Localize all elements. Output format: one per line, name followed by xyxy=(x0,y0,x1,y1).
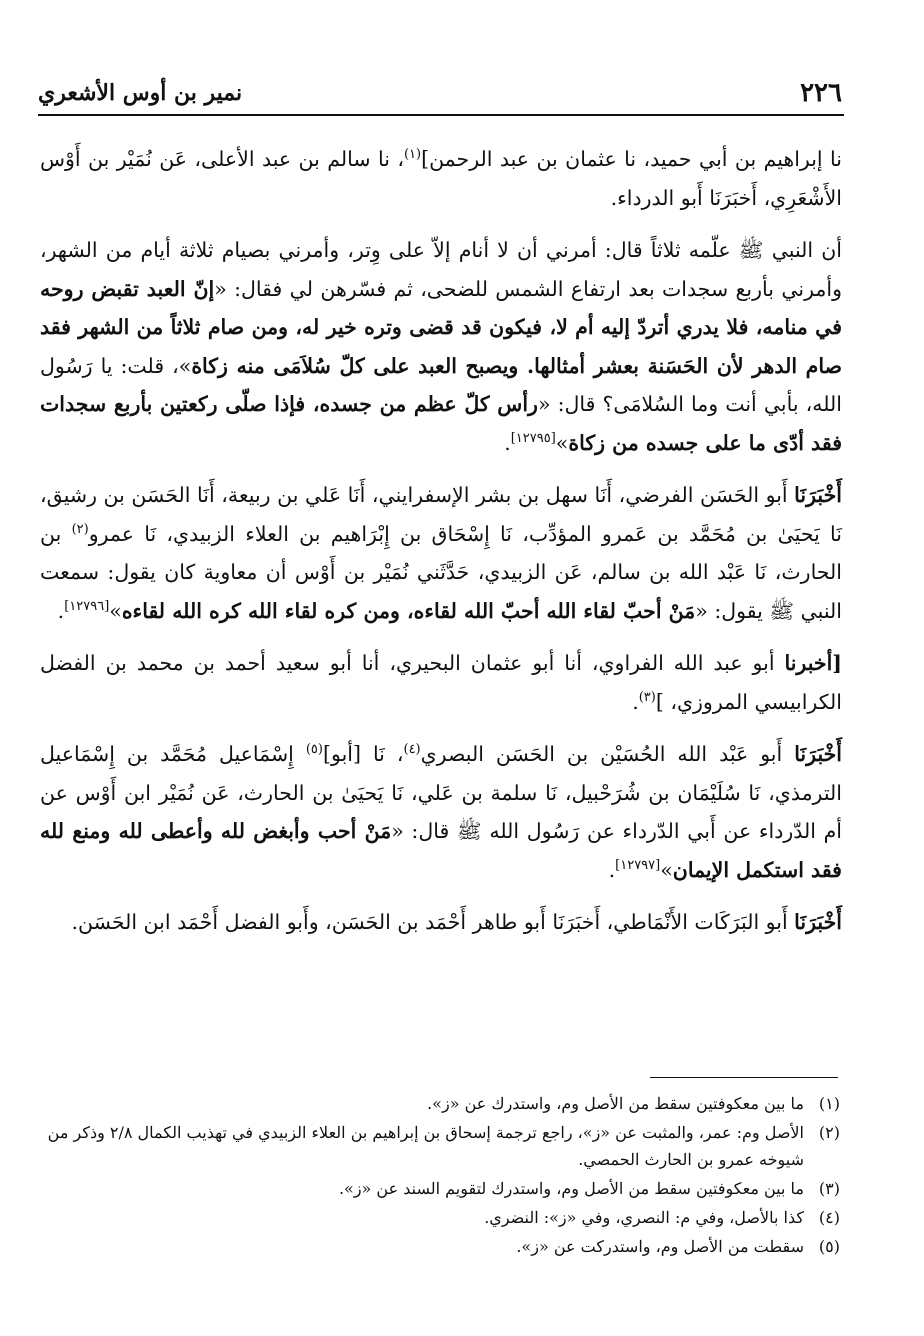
paragraph xyxy=(40,903,842,942)
paragraph-text: . xyxy=(504,430,511,455)
paragraph xyxy=(40,476,842,630)
hadith-text: رأس كلّ عظم من جسده، فإذا صلّى ركعتين بأربع سجدات فقد أدّى ما على جسده من زكاة xyxy=(40,392,842,455)
footnote-number: (١) xyxy=(818,1094,840,1113)
hadith-text: مَنْ أحب وأبغض لله وأعطى لله ومنع لله فقد استكمل الإيمان xyxy=(40,819,842,882)
footnote-marker: (٥) xyxy=(305,742,323,758)
paragraph xyxy=(40,735,842,889)
paragraph-text: إِسْمَاعيل مُحَمَّد بن إِسْمَاعيل الترمذي، نَا سُلَيْمَان بن شُرَحْبيل، نَا سلمة بن عَلي، نَا يَحيَىٰ بن الحارث، عَن نُمَيْر ابن أَوْس عن أم الدّرداء عن أَبي الدّرداء عن رَسُول الله ﷺ قال: « xyxy=(40,742,843,843)
footnote-marker: (٤) xyxy=(403,742,421,758)
paragraph xyxy=(40,140,842,217)
footnote-number: (٢) xyxy=(818,1123,840,1142)
footnote xyxy=(38,1119,840,1173)
footnote-text: سقطت من الأصل وم، واستدركت عن «ز». xyxy=(516,1237,804,1256)
paragraph-text: » xyxy=(109,598,122,623)
footnote-text: ما بين معكوفتين سقط من الأصل وم، واستدرك عن «ز». xyxy=(427,1094,804,1113)
paragraph-text: أَبو البَرَكَات الأَنْمَاطي، أَخبَرَنَا أَبو طاهر أَحْمَد بن الحَسَن، وأَبو الفضل أَحْمَد ابن الحَسَن. xyxy=(71,910,795,934)
footnote-marker: (١) xyxy=(403,147,422,163)
hadith-number: [١٢٧٩٧] xyxy=(615,857,661,873)
footnote-number: (٥) xyxy=(818,1237,840,1256)
page-number: ٢٢٦ xyxy=(800,78,842,108)
footnotes xyxy=(38,1090,840,1262)
chain-lead-word: أَخْبَرَنَا xyxy=(794,910,842,934)
hadith-number: [١٢٧٩٥] xyxy=(510,430,556,446)
footnote xyxy=(38,1090,840,1117)
footnote xyxy=(38,1204,840,1231)
footnote xyxy=(38,1233,840,1260)
hadith-text: إنّ العبد تقبض روحه في منامه، فلا يدري أتردّ إليه أم لا، فيكون قد قضى وتره خير له، ومن صام ثلاثاً من الشهر فقد صام الدهر لأن الحَسَنة بعشر أمثالها. ويصبح العبد على كلّ سُلاَمَى منه زكاة xyxy=(40,276,843,378)
footnote-separator xyxy=(650,1077,838,1078)
footnote-text: كذا بالأصل، وفي م: النصري، وفي «ز»: النضري. xyxy=(484,1208,804,1227)
running-title: نمير بن أوس الأشعري xyxy=(38,80,243,106)
paragraph-text: أَبو الحَسَن الفرضي، أَنَا سهل بن بشر الإسفرايني، أَنَا عَلي بن ربيعة، أَنَا الحَسَن بن رشيق، نَا يَحيَىٰ بن مُحَمَّد بن عَمرو المؤدِّب، نَا إِسْحَاق بن إِبْرَاهيم بن العلاء الزبيدي، نَا عمرو xyxy=(40,483,842,546)
footnote-number: (٣) xyxy=(818,1179,840,1198)
paragraph-text: »، قلت: يا رَسُول الله، بأبي أنت وما السُلامَى؟ قال: « xyxy=(40,353,842,416)
chain-lead-word: أَخْبَرَنَا xyxy=(794,742,843,766)
paragraph-text: ، نا سالم بن عبد الأعلى، عَن نُمَيْر بن أَوْس الأَشْعَرِي، أَخبَرَنَا أَبو الدرداء. xyxy=(40,147,842,210)
paragraph-text: بن الحارث، نَا عَبْد الله بن سالم، عَن الزبيدي، حَدَّثَني نُمَيْر بن أَوْس أن معاوية كان يقول: سمعت النبي ﷺ يقول: « xyxy=(40,521,842,623)
paragraph-text: . xyxy=(57,598,65,623)
paragraph-text: نا إبراهيم بن أبي حميد، نا عثمان بن عبد الرحمن] xyxy=(421,147,842,171)
chain-lead-word: [أخبرنا xyxy=(784,651,842,675)
paragraph-text: » xyxy=(555,430,569,455)
paragraph-text: » xyxy=(660,857,673,882)
hadith-text: مَنْ أحبّ لقاء الله أحبّ الله لقاءه، ومن كره لقاء الله كره الله لقاءه xyxy=(121,598,696,623)
footnote-marker: (٢) xyxy=(71,521,89,537)
paragraph-text: أن النبي ﷺ علّمه ثلاثاً قال: أمرني أن لا أنام إلاّ على وِتر، وأمرني بصيام ثلاثة أيام من الشهر، وأمرني بأربع سجدات بعد ارتفاع الشمس للضحى، ثم فسّرهن لي فقال: « xyxy=(40,238,842,301)
paragraph-text: . xyxy=(608,857,616,882)
paragraph-text: أَبو عَبْد الله الحُسَيْن بن الحَسَن البصري xyxy=(420,742,795,766)
footnote-text: الأصل وم: عمر، والمثبت عن «ز»، راجع ترجمة إسحاق بن إبراهيم بن العلاء الزبيدي في تهذيب الكمال ٢/٨ وذكر من شيوخه عمرو بن الحارث الحمصي. xyxy=(47,1123,804,1169)
page-header xyxy=(38,74,844,116)
paragraph xyxy=(40,231,842,462)
chain-lead-word: أَخْبَرَنَا xyxy=(794,483,842,507)
hadith-number: [١٢٧٩٦] xyxy=(64,598,110,614)
footnote-number: (٤) xyxy=(818,1208,840,1227)
footnote-marker: (٣) xyxy=(638,689,656,705)
main-text xyxy=(40,140,842,956)
paragraph-text: . xyxy=(632,689,639,714)
paragraph-text: ، نَا [أبو] xyxy=(322,742,404,766)
paragraph-text: أبو عبد الله الفراوي، أنا أبو عثمان البحيري، أنا أبو سعيد أحمد بن محمد بن الفضل الكرابيسي المروزي، ] xyxy=(40,651,842,714)
footnote-text: ما بين معكوفتين سقط من الأصل وم، واستدرك لتقويم السند عن «ز». xyxy=(338,1179,804,1198)
footnote xyxy=(38,1175,840,1202)
paragraph xyxy=(40,644,842,721)
